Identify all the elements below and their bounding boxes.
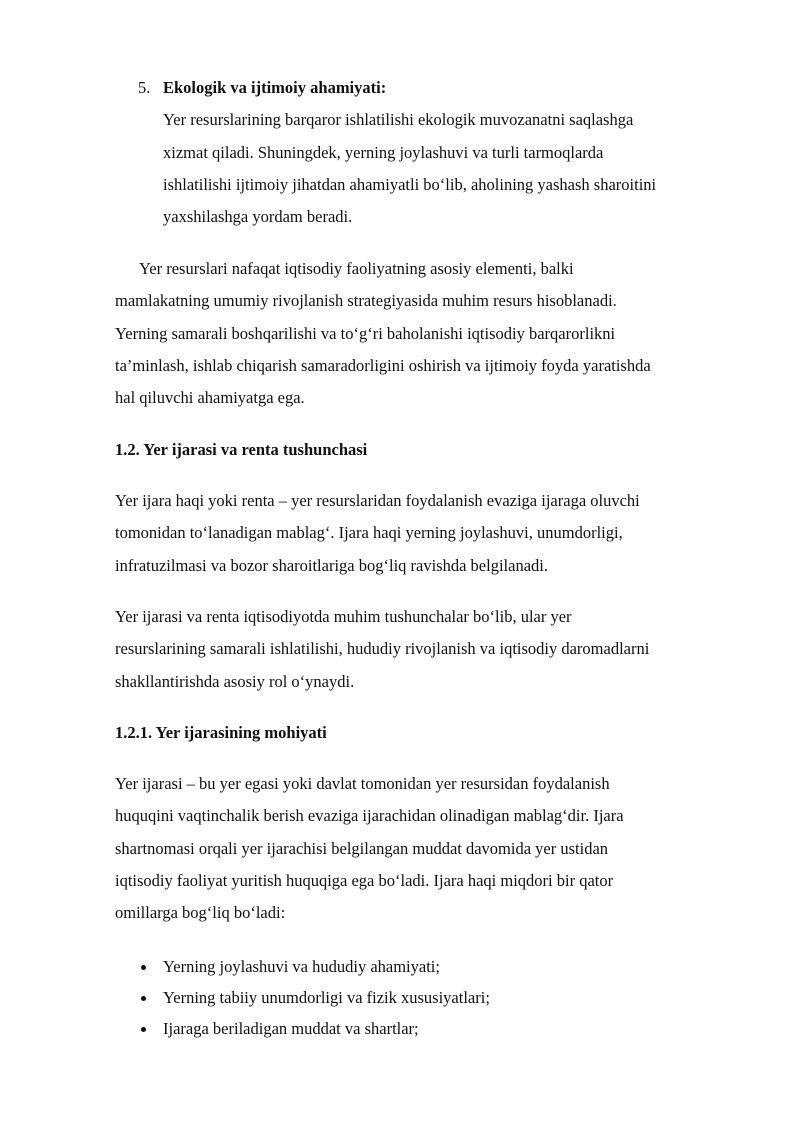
text-line: Yer resurslari nafaqat iqtisodiy faoliyatning asosiy elementi, balki [139, 259, 574, 278]
text-line: Yer ijara haqi yoki renta – yer resurslaridan foydalanish evaziga ijaraga oluvchi [115, 491, 640, 510]
text-line: yaxshilashga yordam beradi. [163, 207, 353, 226]
text-line: mamlakatning umumiy rivojlanish strategiyasida muhim resurs hisoblanadi. [115, 291, 617, 310]
text-line: hal qiluvchi ahamiyatga ega. [115, 388, 305, 407]
bullet-icon [141, 996, 146, 1001]
list-item-title: Ekologik va ijtimoiy ahamiyati: [163, 78, 387, 97]
text-line: xizmat qiladi. Shuningdek, yerning joylashuvi va turli tarmoqlarda [163, 143, 604, 162]
list-item-text: Yerning tabiiy unumdorligi va fizik xususiyatlari; [163, 988, 490, 1007]
text-line: ta’minlash, ishlab chiqarish samaradorligini oshirish va ijtimoiy foyda yaratishda [115, 356, 651, 375]
text-line: omillarga bog‘liq bo‘ladi: [115, 903, 286, 922]
text-line: infratuzilmasi va bozor sharoitlariga bog‘liq ravishda belgilanadi. [115, 556, 548, 575]
text-line: tomonidan to‘lanadigan mablag‘. Ijara haqi yerning joylashuvi, unumdorligi, [115, 523, 623, 542]
list-item-text: Yerning joylashuvi va hududiy ahamiyati; [163, 957, 440, 976]
text-line: Yer resurslarining barqaror ishlatilishi ekologik muvozanatni saqlashga [163, 110, 634, 129]
list-item-text: Ijaraga beriladigan muddat va shartlar; [163, 1019, 419, 1038]
section-heading: 1.2. Yer ijarasi va renta tushunchasi [115, 440, 368, 459]
text-line: ishlatilishi ijtimoiy jihatdan ahamiyatli bo‘lib, aholining yashash sharoitini [163, 175, 657, 194]
subsection-heading: 1.2.1. Yer ijarasining mohiyati [115, 723, 327, 742]
text-line: iqtisodiy faoliyat yuritish huquqiga ega bo‘ladi. Ijara haqi miqdori bir qator [115, 871, 614, 890]
text-line: Yerning samarali boshqarilishi va to‘g‘ri baholanishi iqtisodiy barqarorlikni [115, 324, 616, 343]
text-line: resurslarining samarali ishlatilishi, hududiy rivojlanish va iqtisodiy daromadlarni [115, 639, 650, 658]
text-line: huquqini vaqtinchalik berish evaziga ijarachidan olinadigan mablag‘dir. Ijara [115, 806, 624, 825]
text-line: Yer ijarasi va renta iqtisodiyotda muhim tushunchalar bo‘lib, ular yer [115, 607, 572, 626]
bullet-icon [141, 965, 146, 970]
list-item-number: 5. [138, 78, 151, 97]
text-line: shakllantirishda asosiy rol o‘ynaydi. [115, 672, 355, 691]
bullet-icon [141, 1027, 146, 1032]
text-line: shartnomasi orqali yer ijarachisi belgilangan muddat davomida yer ustidan [115, 839, 609, 858]
text-line: Yer ijarasi – bu yer egasi yoki davlat tomonidan yer resursidan foydalanish [115, 774, 610, 793]
